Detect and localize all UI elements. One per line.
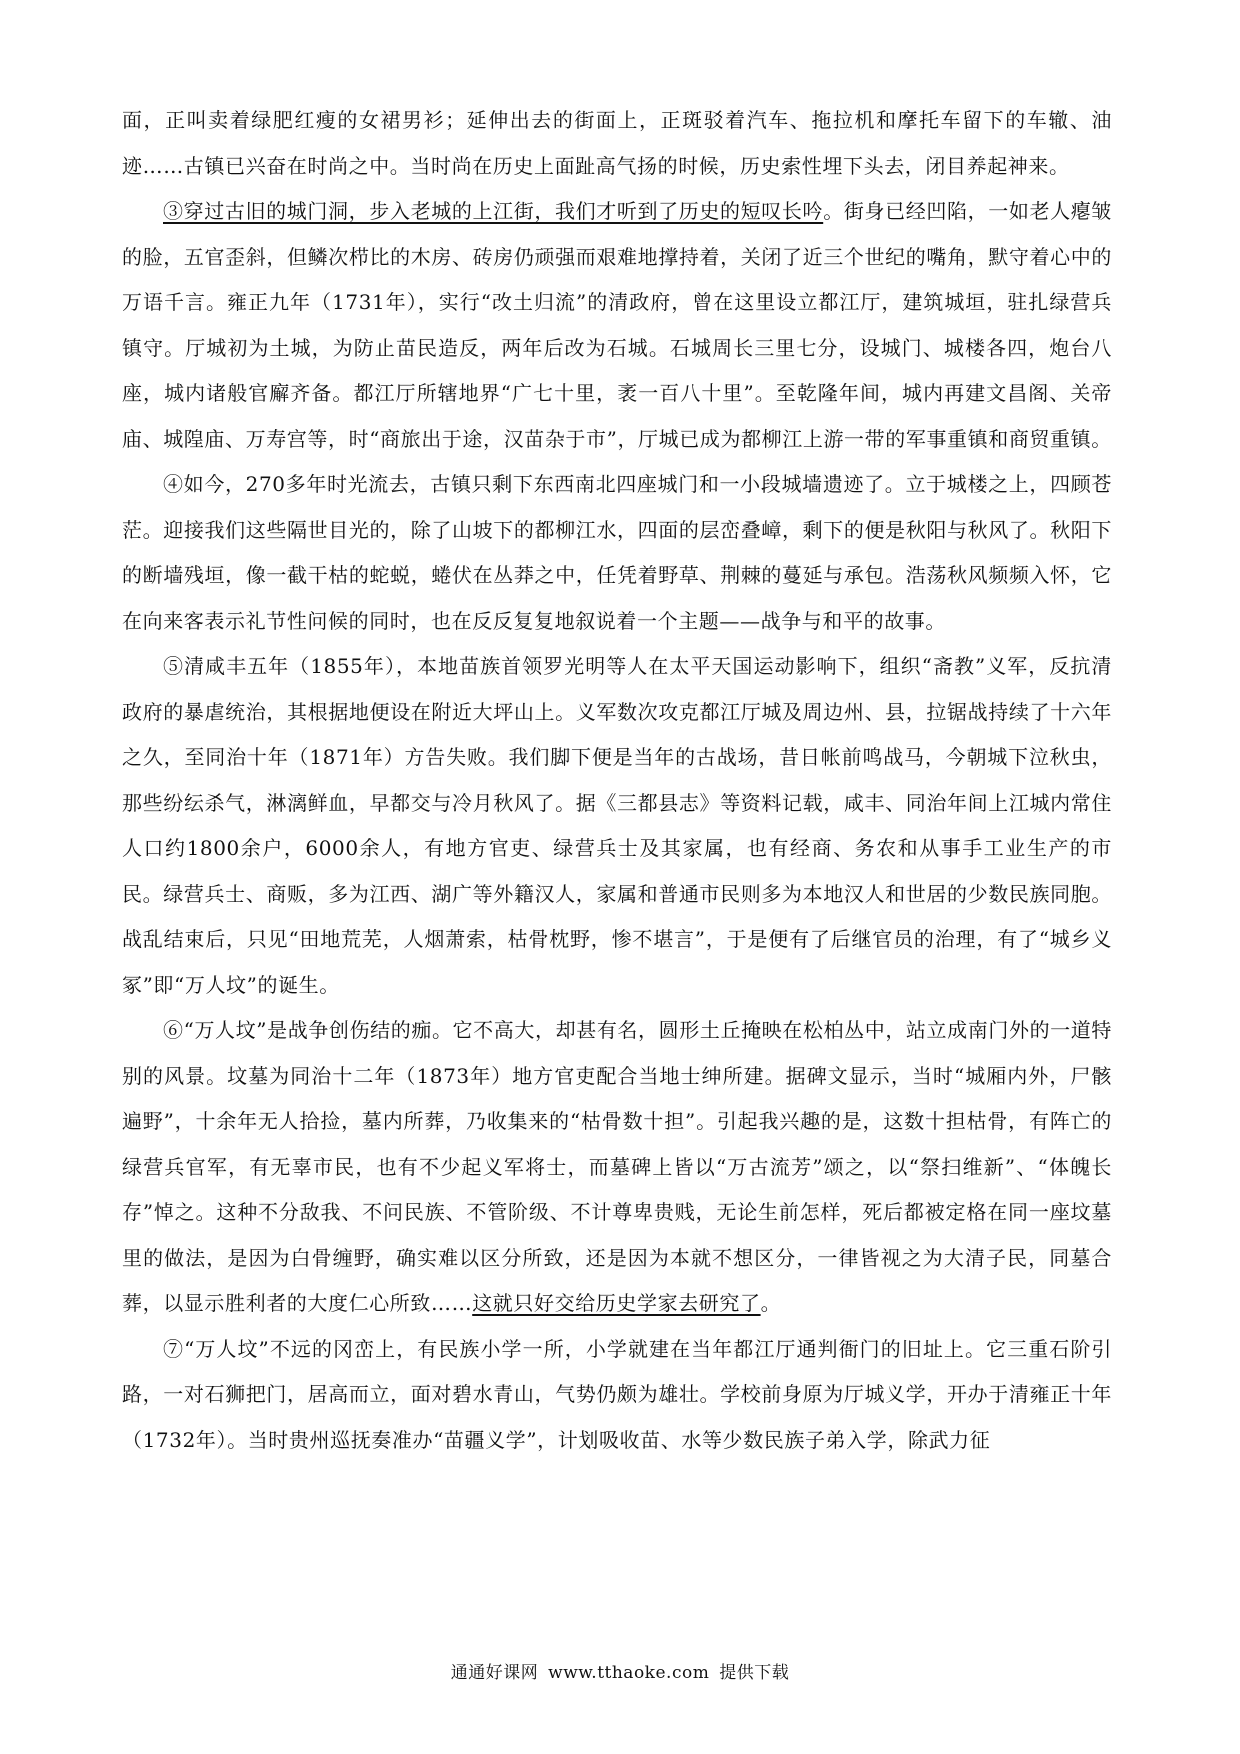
paragraph-7: ⑦“万人坟”不远的冈峦上，有民族小学一所，小学就建在当年都江厅通判衙门的旧址上。它三重石阶引路，一对石狮把门，居高而立，面对碧水青山，气势仍颇为雄壮。学校前身原为厅城义学，开办于清雍正十年（1732年）。当时贵州巡抚奏准办“苗疆义学”，计划吸收苗、水等少数民族子弟入学，除武力征 [122, 1336, 1112, 1452]
footer-note: 提供下载 [719, 1663, 790, 1683]
paragraph-3-text: 。街身已经凹陷，一如老人瘪皱的脸，五官歪斜，但鳞次栉比的木房、砖房仍顽强而艰难地撑持着，关闭了近三个世纪的嘴角，默守着心中的万语千言。雍正九年（1731年），实行“改土归流”的清政府，曾在这里设立都江厅，建筑城垣，驻扎绿营兵镇守。厅城初为土城，为防止苗民造反，两年后改为石城。石城周长三里七分，设城门、城楼各四，炮台八座，城内诸般官廨齐备。都江厅所辖地界“广七十里，袤一百八十里”。至乾隆年间，城内再建文昌阁、关帝庙、城隍庙、万寿宫等，时“商旅出于途，汉苗杂于市”，厅城已成为都柳江上游一带的军事重镇和商贸重镇。 [122, 199, 1113, 451]
paragraph-3 [122, 189, 1112, 462]
footer-site-name: 通通好课网 [450, 1663, 539, 1683]
underlined-sentence-3: ③穿过古旧的城门洞，步入老城的上江街，我们才听到了历史的短叹长吟 [163, 199, 824, 223]
paragraph-6-text: ⑥“万人坟”是战争创伤结的痂。它不高大，却甚有名，圆形土丘掩映在松柏丛中，站立成南门外的一道特别的风景。坟墓为同治十二年（1873年）地方官吏配合当地士绅所建。据碑文显示，当时“城厢内外，尸骸遍野”，十余年无人拾捡，墓内所葬，乃收集来的“枯骨数十担”。引起我兴趣的是，这数十担枯骨，有阵亡的绿营兵官军，有无辜市民，也有不少起义军将士，而墓碑上皆以“万古流芳”颂之，以“祭扫维新”、“体魄长存”悼之。这种不分敌我、不问民族、不管阶级、不计尊卑贵贱，无论生前怎样，死后都被定格在同一座坟墓里的做法，是因为白骨缠野，确实难以区分所致，还是因为本就不想区分，一律皆视之为大清子民，同墓合葬，以显示胜利者的大度仁心所致…… [122, 1018, 1112, 1315]
paragraph-4: ④如今，270多年时光流去，古镇只剩下东西南北四座城门和一小段城墙遗迹了。立于城楼之上，四顾苍茫。迎接我们这些隔世目光的，除了山坡下的都柳江水，四面的层峦叠嶂，剩下的便是秋阳与秋风了。秋阳下的断墙残垣，像一截干枯的蛇蜕，蜷伏在丛莽之中，任凭着野草、荆棘的蔓延与承包。浩荡秋风频频入怀，它在向来客表示礼节性问候的同时，也在反反复复地叙说着一个主题——战争与和平的故事。 [122, 472, 1112, 633]
document-page [122, 98, 1112, 1463]
paragraph-6 [122, 1008, 1112, 1327]
paragraph-2-tail: 面，正叫卖着绿肥红瘦的女裙男衫；延伸出去的街面上，正斑驳着汽车、拖拉机和摩托车留下的车辙、油迹……古镇已兴奋在时尚之中。当时尚在历史上面趾高气扬的时候，历史索性埋下头去，闭目养起神来。 [122, 108, 1112, 178]
paragraph-6-end: 。 [760, 1291, 782, 1315]
underlined-sentence-6: 这就只好交给历史学家去研究了 [472, 1291, 761, 1315]
page-footer [0, 1658, 1240, 1683]
footer-url[interactable]: www.tthaoke.com [548, 1663, 710, 1683]
paragraph-5: ⑤清咸丰五年（1855年），本地苗族首领罗光明等人在太平天国运动影响下，组织“斋教”义军，反抗清政府的暴虐统治，其根据地便设在附近大坪山上。义军数次攻克都江厅城及周边州、县，拉锯战持续了十六年之久，至同治十年（1871年）方告失败。我们脚下便是当年的古战场，昔日帐前鸣战马，今朝城下泣秋虫，那些纷纭杀气，淋漓鲜血，早都交与冷月秋风了。据《三都县志》等资料记载，咸丰、同治年间上江城内常住人口约1800余户，6000余人，有地方官吏、绿营兵士及其家属，也有经商、务农和从事手工业生产的市民。绿营兵士、商贩，多为江西、湖广等外籍汉人，家属和普通市民则多为本地汉人和世居的少数民族同胞。战乱结束后，只见“田地荒芜，人烟萧索，枯骨枕野，惨不堪言”，于是便有了后继官员的治理，有了“城乡义冢”即“万人坟”的诞生。 [122, 654, 1112, 997]
